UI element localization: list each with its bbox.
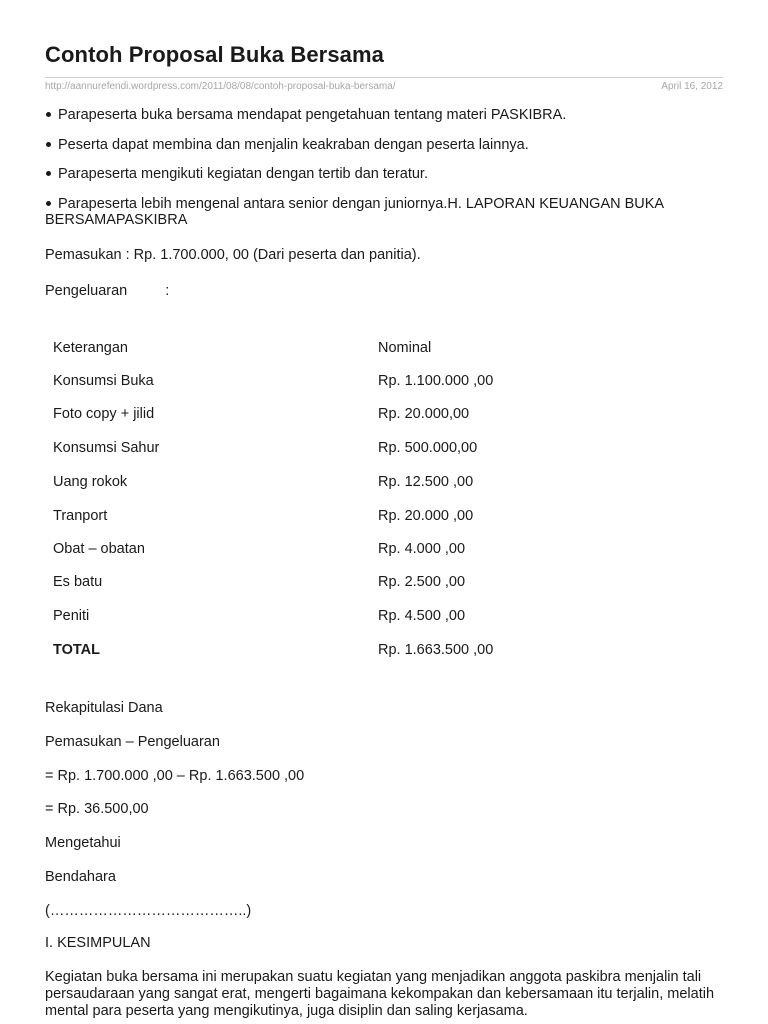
bullet-icon (46, 112, 51, 117)
income-line: Pemasukan : Rp. 1.700.000, 00 (Dari peserta dan panitia). (45, 247, 421, 263)
col-nominal: Nominal (378, 340, 432, 356)
post-meta (45, 77, 723, 92)
bullet-icon (46, 142, 51, 147)
expense-label: Pengeluaran : (45, 283, 170, 299)
list-item: Parapeserta buka bersama mendapat pengetahuan tentang materi PASKIBRA. (45, 107, 566, 123)
rekap-result: = Rp. 36.500,00 (45, 801, 149, 817)
source-url[interactable]: http://aannurefendi.wordpress.com/2011/08/08/contoh-proposal-buka-bersama/ (45, 81, 396, 92)
list-item: Parapeserta lebih mengenal antara senior dengan juniornya.H. LAPORAN KEUANGAN BUKA BERSAMAPASKIBRA (45, 196, 664, 228)
sign-bendahara: Bendahara (45, 869, 116, 885)
list-item: Peserta dapat membina dan menjalin keakraban dengan peserta lainnya. (45, 137, 529, 153)
col-keterangan: Keterangan (53, 340, 128, 356)
page-title: Contoh Proposal Buka Bersama (45, 42, 384, 67)
rekap-title: Rekapitulasi Dana (45, 700, 163, 716)
list-item: Parapeserta mengikuti kegiatan dengan tertib dan teratur. (45, 166, 428, 182)
sign-mengetahui: Mengetahui (45, 835, 121, 851)
bullet-icon (46, 201, 51, 206)
kesimpulan-text: Kegiatan buka bersama ini merupakan suatu kegiatan yang menjadikan anggota paskibra menjalin tali persaudaraan yang sangat erat, mengerti bagaimana kekompakan dan kebersamaan itu terjalin, melatih mental para peserta yang mengikutinya, juga disiplin dan saling kerjasama. (45, 969, 715, 1019)
sign-blank: (…………………………………..) (45, 903, 252, 919)
kesimpulan-heading: I. KESIMPULAN (45, 935, 151, 951)
post-date: April 16, 2012 (661, 81, 723, 92)
bullet-icon (46, 171, 51, 176)
rekap-calc: = Rp. 1.700.000 ,00 – Rp. 1.663.500 ,00 (45, 768, 305, 784)
rekap-formula: Pemasukan – Pengeluaran (45, 734, 220, 750)
